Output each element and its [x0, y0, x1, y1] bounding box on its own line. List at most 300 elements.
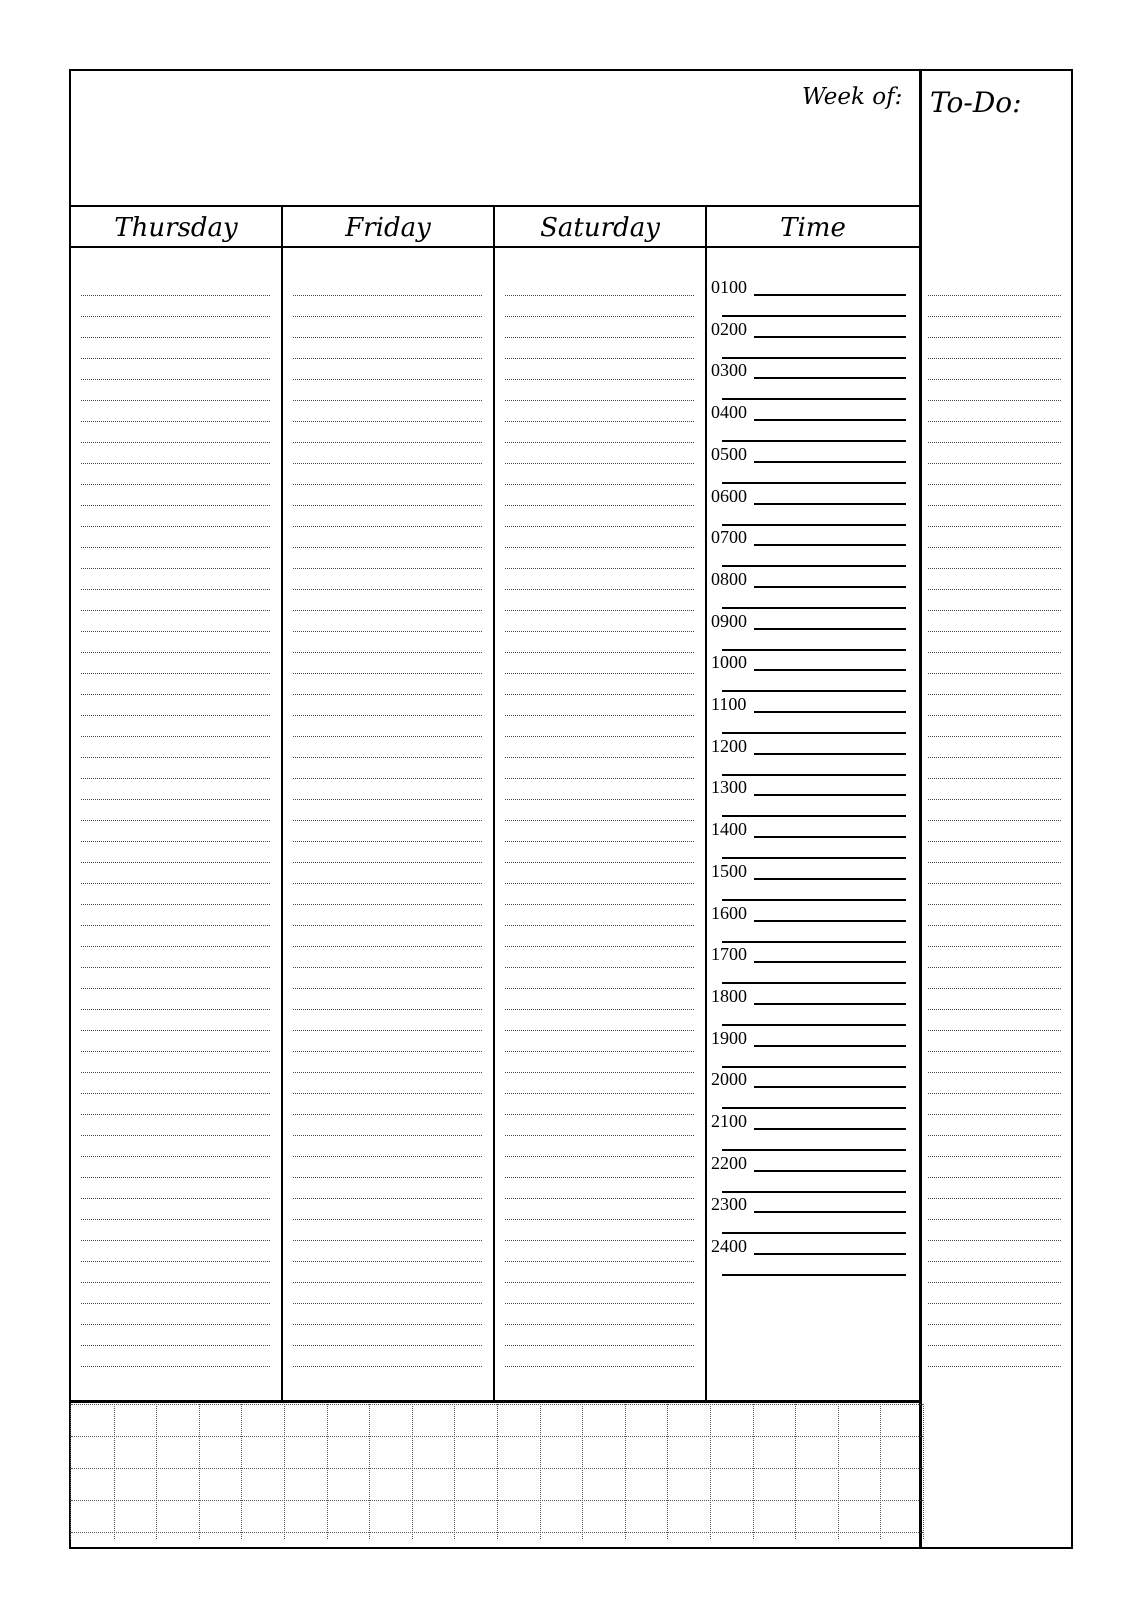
writing-line-thursday[interactable] — [81, 883, 270, 884]
writing-line-saturday[interactable] — [505, 883, 694, 884]
writing-line-todo[interactable] — [928, 883, 1061, 884]
writing-line-thursday[interactable] — [81, 736, 270, 737]
writing-line-friday[interactable] — [293, 1093, 482, 1094]
writing-line-todo[interactable] — [928, 778, 1061, 779]
writing-line-todo[interactable] — [928, 1030, 1061, 1031]
writing-line-thursday[interactable] — [81, 1156, 270, 1157]
grid-column-line — [497, 1404, 498, 1539]
column-divider-2 — [493, 207, 495, 1402]
writing-line-todo[interactable] — [928, 1093, 1061, 1094]
time-slot-subline[interactable] — [722, 1107, 906, 1109]
writing-line-saturday[interactable] — [505, 799, 694, 800]
grid-row-line — [71, 1468, 923, 1469]
writing-line-todo[interactable] — [928, 337, 1061, 338]
writing-line-saturday[interactable] — [505, 1114, 694, 1115]
todo-label: To-Do: — [930, 86, 1022, 119]
writing-line-friday[interactable] — [293, 1240, 482, 1241]
writing-line-thursday[interactable] — [81, 295, 270, 296]
writing-line-friday[interactable] — [293, 379, 482, 380]
writing-line-thursday[interactable] — [81, 1261, 270, 1262]
time-label: 1800 — [711, 985, 747, 1006]
writing-line-todo[interactable] — [928, 421, 1061, 422]
writing-line-saturday[interactable] — [505, 379, 694, 380]
writing-line-todo[interactable] — [928, 547, 1061, 548]
time-slot-subline[interactable] — [722, 899, 906, 901]
time-label: 2000 — [711, 1069, 747, 1090]
writing-line-thursday[interactable] — [81, 526, 270, 527]
grid-column-line — [710, 1404, 711, 1539]
time-slot-subline[interactable] — [722, 1066, 906, 1068]
time-slot-line[interactable] — [754, 1211, 906, 1213]
time-slot-subline[interactable] — [722, 1149, 906, 1151]
writing-line-thursday[interactable] — [81, 631, 270, 632]
writing-line-saturday[interactable] — [505, 1072, 694, 1073]
time-slot-line[interactable] — [754, 753, 906, 755]
time-label: 1300 — [711, 777, 747, 798]
writing-line-saturday[interactable] — [505, 1156, 694, 1157]
time-slot-subline[interactable] — [722, 357, 906, 359]
notes-grid[interactable] — [70, 1404, 923, 1539]
time-label: 1600 — [711, 902, 747, 923]
writing-line-saturday[interactable] — [505, 1261, 694, 1262]
writing-line-thursday[interactable] — [81, 757, 270, 758]
writing-line-thursday[interactable] — [81, 337, 270, 338]
writing-line-saturday[interactable] — [505, 1093, 694, 1094]
writing-line-friday[interactable] — [293, 820, 482, 821]
writing-line-todo[interactable] — [928, 568, 1061, 569]
writing-line-friday[interactable] — [293, 1072, 482, 1073]
writing-line-friday[interactable] — [293, 1261, 482, 1262]
grid-column-line — [454, 1404, 455, 1539]
writing-line-friday[interactable] — [293, 904, 482, 905]
writing-line-thursday[interactable] — [81, 841, 270, 842]
writing-line-todo[interactable] — [928, 1282, 1061, 1283]
writing-line-todo[interactable] — [928, 736, 1061, 737]
time-slot-line[interactable] — [754, 711, 906, 713]
writing-line-saturday[interactable] — [505, 778, 694, 779]
time-slot-line[interactable] — [754, 1003, 906, 1005]
writing-line-todo[interactable] — [928, 1051, 1061, 1052]
writing-line-friday[interactable] — [293, 1198, 482, 1199]
writing-line-thursday[interactable] — [81, 673, 270, 674]
writing-line-todo[interactable] — [928, 1366, 1061, 1367]
writing-line-thursday[interactable] — [81, 1282, 270, 1283]
writing-line-saturday[interactable] — [505, 925, 694, 926]
writing-line-saturday[interactable] — [505, 757, 694, 758]
writing-line-thursday[interactable] — [81, 547, 270, 548]
writing-line-saturday[interactable] — [505, 442, 694, 443]
writing-line-saturday[interactable] — [505, 673, 694, 674]
writing-line-saturday[interactable] — [505, 862, 694, 863]
time-slot-line[interactable] — [754, 961, 906, 963]
grid-column-line — [156, 1404, 157, 1539]
writing-line-saturday[interactable] — [505, 1303, 694, 1304]
writing-line-friday[interactable] — [293, 337, 482, 338]
time-slot-subline[interactable] — [722, 1232, 906, 1234]
time-slot-subline[interactable] — [722, 774, 906, 776]
grid-column-line — [795, 1404, 796, 1539]
writing-line-todo[interactable] — [928, 946, 1061, 947]
grid-column-line — [880, 1404, 881, 1539]
writing-line-friday[interactable] — [293, 1303, 482, 1304]
writing-line-friday[interactable] — [293, 526, 482, 527]
writing-line-saturday[interactable] — [505, 652, 694, 653]
writing-line-todo[interactable] — [928, 925, 1061, 926]
writing-line-thursday[interactable] — [81, 1219, 270, 1220]
writing-line-thursday[interactable] — [81, 820, 270, 821]
time-slot-subline[interactable] — [722, 315, 906, 317]
writing-line-todo[interactable] — [928, 757, 1061, 758]
time-slot-subline[interactable] — [722, 565, 906, 567]
writing-line-todo[interactable] — [928, 1177, 1061, 1178]
writing-line-friday[interactable] — [293, 610, 482, 611]
writing-line-thursday[interactable] — [81, 652, 270, 653]
time-label: 1100 — [711, 694, 747, 714]
writing-line-thursday[interactable] — [81, 358, 270, 359]
grid-row-line — [71, 1532, 923, 1533]
writing-line-friday[interactable] — [293, 799, 482, 800]
writing-line-saturday[interactable] — [505, 526, 694, 527]
time-slot-subline[interactable] — [722, 690, 906, 692]
writing-line-todo[interactable] — [928, 694, 1061, 695]
grid-column-line — [923, 1404, 924, 1539]
writing-line-friday[interactable] — [293, 1030, 482, 1031]
writing-line-friday[interactable] — [293, 862, 482, 863]
time-slot-line[interactable] — [754, 461, 906, 463]
writing-line-todo[interactable] — [928, 841, 1061, 842]
writing-line-friday[interactable] — [293, 925, 482, 926]
planner-frame — [69, 69, 1073, 1549]
writing-line-saturday[interactable] — [505, 568, 694, 569]
writing-line-saturday[interactable] — [505, 736, 694, 737]
writing-line-saturday[interactable] — [505, 1051, 694, 1052]
writing-line-saturday[interactable] — [505, 1219, 694, 1220]
writing-line-todo[interactable] — [928, 1114, 1061, 1115]
writing-line-friday[interactable] — [293, 1219, 482, 1220]
grid-column-line — [114, 1404, 115, 1539]
writing-line-friday[interactable] — [293, 421, 482, 422]
grid-column-line — [199, 1404, 200, 1539]
writing-line-saturday[interactable] — [505, 1282, 694, 1283]
writing-line-thursday[interactable] — [81, 1324, 270, 1325]
writing-line-thursday[interactable] — [81, 421, 270, 422]
writing-line-thursday[interactable] — [81, 1366, 270, 1367]
time-slot-subline[interactable] — [722, 524, 906, 526]
writing-line-thursday[interactable] — [81, 442, 270, 443]
writing-line-saturday[interactable] — [505, 505, 694, 506]
time-label: 0200 — [711, 318, 747, 339]
writing-line-saturday[interactable] — [505, 715, 694, 716]
writing-line-thursday[interactable] — [81, 988, 270, 989]
writing-line-thursday[interactable] — [81, 1303, 270, 1304]
writing-line-todo[interactable] — [928, 610, 1061, 611]
time-label: 0100 — [711, 277, 747, 297]
time-slot-line[interactable] — [754, 503, 906, 505]
writing-line-todo[interactable] — [928, 1324, 1061, 1325]
writing-line-thursday[interactable] — [81, 1198, 270, 1199]
writing-line-todo[interactable] — [928, 526, 1061, 527]
writing-line-friday[interactable] — [293, 694, 482, 695]
writing-line-saturday[interactable] — [505, 988, 694, 989]
writing-line-thursday[interactable] — [81, 715, 270, 716]
time-slot-subline[interactable] — [722, 440, 906, 442]
time-slot-subline[interactable] — [722, 857, 906, 859]
writing-line-thursday[interactable] — [81, 904, 270, 905]
writing-line-friday[interactable] — [293, 463, 482, 464]
writing-line-todo[interactable] — [928, 904, 1061, 905]
grid-row-line — [71, 1500, 923, 1501]
writing-line-friday[interactable] — [293, 841, 482, 842]
time-slot-line[interactable] — [754, 336, 906, 338]
writing-line-thursday[interactable] — [81, 925, 270, 926]
writing-line-saturday[interactable] — [505, 358, 694, 359]
time-label: 1000 — [711, 652, 747, 673]
writing-line-todo[interactable] — [928, 1261, 1061, 1262]
time-slot-subline[interactable] — [722, 1274, 906, 1276]
writing-line-saturday[interactable] — [505, 547, 694, 548]
writing-line-saturday[interactable] — [505, 1198, 694, 1199]
writing-line-friday[interactable] — [293, 631, 482, 632]
writing-line-friday[interactable] — [293, 547, 482, 548]
time-label: 0400 — [711, 402, 747, 423]
grid-column-line — [241, 1404, 242, 1539]
writing-line-friday[interactable] — [293, 1009, 482, 1010]
time-slot-line[interactable] — [754, 544, 906, 546]
time-slot-line[interactable] — [754, 836, 906, 838]
grid-column-line — [582, 1404, 583, 1539]
writing-line-friday[interactable] — [293, 1114, 482, 1115]
writing-line-friday[interactable] — [293, 715, 482, 716]
writing-line-thursday[interactable] — [81, 1240, 270, 1241]
time-slot-line[interactable] — [754, 628, 906, 630]
time-slot-subline[interactable] — [722, 607, 906, 609]
writing-line-todo[interactable] — [928, 1303, 1061, 1304]
writing-line-thursday[interactable] — [81, 379, 270, 380]
writing-line-friday[interactable] — [293, 316, 482, 317]
time-label: 0500 — [711, 443, 747, 464]
writing-line-friday[interactable] — [293, 1345, 482, 1346]
column-heading-saturday: Saturday — [540, 213, 660, 243]
writing-line-friday[interactable] — [293, 1156, 482, 1157]
writing-line-todo[interactable] — [928, 442, 1061, 443]
writing-line-friday[interactable] — [293, 1282, 482, 1283]
writing-line-todo[interactable] — [928, 295, 1061, 296]
writing-line-friday[interactable] — [293, 883, 482, 884]
writing-line-todo[interactable] — [928, 1072, 1061, 1073]
writing-line-todo[interactable] — [928, 589, 1061, 590]
writing-line-thursday[interactable] — [81, 1072, 270, 1073]
writing-line-thursday[interactable] — [81, 799, 270, 800]
writing-line-todo[interactable] — [928, 631, 1061, 632]
time-slot-line[interactable] — [754, 586, 906, 588]
week-of-label: Week of: — [802, 84, 903, 110]
writing-line-friday[interactable] — [293, 673, 482, 674]
writing-line-friday[interactable] — [293, 757, 482, 758]
writing-line-thursday[interactable] — [81, 1030, 270, 1031]
writing-line-friday[interactable] — [293, 484, 482, 485]
writing-line-saturday[interactable] — [505, 1345, 694, 1346]
writing-line-todo[interactable] — [928, 862, 1061, 863]
writing-line-saturday[interactable] — [505, 295, 694, 296]
writing-line-saturday[interactable] — [505, 400, 694, 401]
time-slot-line[interactable] — [754, 1128, 906, 1130]
writing-line-saturday[interactable] — [505, 904, 694, 905]
time-slot-subline[interactable] — [722, 482, 906, 484]
grid-column-line — [753, 1404, 754, 1539]
time-slot-subline[interactable] — [722, 649, 906, 651]
writing-line-saturday[interactable] — [505, 1366, 694, 1367]
time-slot-line[interactable] — [754, 878, 906, 880]
writing-line-todo[interactable] — [928, 1198, 1061, 1199]
time-slot-line[interactable] — [754, 920, 906, 922]
writing-line-thursday[interactable] — [81, 1135, 270, 1136]
writing-line-todo[interactable] — [928, 1135, 1061, 1136]
writing-line-saturday[interactable] — [505, 589, 694, 590]
writing-line-saturday[interactable] — [505, 610, 694, 611]
writing-line-saturday[interactable] — [505, 421, 694, 422]
writing-line-todo[interactable] — [928, 799, 1061, 800]
writing-line-saturday[interactable] — [505, 694, 694, 695]
grid-row-line — [71, 1436, 923, 1437]
writing-line-todo[interactable] — [928, 358, 1061, 359]
grid-column-line — [412, 1404, 413, 1539]
writing-line-friday[interactable] — [293, 358, 482, 359]
writing-line-saturday[interactable] — [505, 316, 694, 317]
writing-line-friday[interactable] — [293, 778, 482, 779]
writing-line-friday[interactable] — [293, 295, 482, 296]
writing-line-saturday[interactable] — [505, 1135, 694, 1136]
writing-line-todo[interactable] — [928, 463, 1061, 464]
writing-line-saturday[interactable] — [505, 484, 694, 485]
time-slot-subline[interactable] — [722, 1024, 906, 1026]
time-slot-subline[interactable] — [722, 398, 906, 400]
time-slot-line[interactable] — [754, 1170, 906, 1172]
grid-column-line — [369, 1404, 370, 1539]
writing-line-thursday[interactable] — [81, 400, 270, 401]
time-slot-line[interactable] — [754, 794, 906, 796]
writing-line-saturday[interactable] — [505, 337, 694, 338]
time-slot-line[interactable] — [754, 377, 906, 379]
writing-line-friday[interactable] — [293, 400, 482, 401]
writing-line-thursday[interactable] — [81, 1345, 270, 1346]
writing-line-saturday[interactable] — [505, 1240, 694, 1241]
writing-line-friday[interactable] — [293, 652, 482, 653]
writing-line-thursday[interactable] — [81, 694, 270, 695]
time-label: 2300 — [711, 1194, 747, 1215]
writing-line-thursday[interactable] — [81, 1093, 270, 1094]
time-slot-subline[interactable] — [722, 732, 906, 734]
writing-line-friday[interactable] — [293, 988, 482, 989]
grid-column-line — [327, 1404, 328, 1539]
writing-line-todo[interactable] — [928, 967, 1061, 968]
writing-line-todo[interactable] — [928, 988, 1061, 989]
time-slot-subline[interactable] — [722, 815, 906, 817]
writing-line-saturday[interactable] — [505, 1009, 694, 1010]
writing-line-saturday[interactable] — [505, 820, 694, 821]
writing-line-todo[interactable] — [928, 652, 1061, 653]
writing-line-todo[interactable] — [928, 1345, 1061, 1346]
grid-row-line — [71, 1404, 923, 1405]
writing-line-thursday[interactable] — [81, 967, 270, 968]
time-slot-subline[interactable] — [722, 1191, 906, 1193]
writing-line-todo[interactable] — [928, 1240, 1061, 1241]
time-slot-line[interactable] — [754, 1086, 906, 1088]
writing-line-friday[interactable] — [293, 946, 482, 947]
writing-line-thursday[interactable] — [81, 946, 270, 947]
writing-line-saturday[interactable] — [505, 463, 694, 464]
writing-line-friday[interactable] — [293, 967, 482, 968]
writing-line-todo[interactable] — [928, 400, 1061, 401]
time-label: 1200 — [711, 735, 747, 756]
writing-line-todo[interactable] — [928, 316, 1061, 317]
writing-line-todo[interactable] — [928, 484, 1061, 485]
time-label: 0800 — [711, 568, 747, 589]
writing-line-friday[interactable] — [293, 1324, 482, 1325]
writing-line-friday[interactable] — [293, 505, 482, 506]
writing-line-friday[interactable] — [293, 1135, 482, 1136]
writing-line-saturday[interactable] — [505, 967, 694, 968]
writing-line-friday[interactable] — [293, 736, 482, 737]
writing-line-thursday[interactable] — [81, 862, 270, 863]
writing-line-friday[interactable] — [293, 589, 482, 590]
time-slot-line[interactable] — [754, 1045, 906, 1047]
writing-line-thursday[interactable] — [81, 589, 270, 590]
writing-line-friday[interactable] — [293, 442, 482, 443]
writing-line-thursday[interactable] — [81, 610, 270, 611]
time-label: 1900 — [711, 1027, 747, 1048]
writing-line-friday[interactable] — [293, 1366, 482, 1367]
writing-line-thursday[interactable] — [81, 505, 270, 506]
writing-line-todo[interactable] — [928, 1219, 1061, 1220]
time-slot-line[interactable] — [754, 294, 906, 296]
writing-line-thursday[interactable] — [81, 1009, 270, 1010]
grid-column-line — [284, 1404, 285, 1539]
time-slot-subline[interactable] — [722, 941, 906, 943]
writing-line-thursday[interactable] — [81, 1051, 270, 1052]
writing-line-thursday[interactable] — [81, 568, 270, 569]
time-label: 1500 — [711, 860, 747, 881]
writing-line-thursday[interactable] — [81, 463, 270, 464]
writing-line-todo[interactable] — [928, 505, 1061, 506]
time-slot-subline[interactable] — [722, 982, 906, 984]
writing-line-friday[interactable] — [293, 1177, 482, 1178]
writing-line-thursday[interactable] — [81, 1114, 270, 1115]
writing-line-todo[interactable] — [928, 820, 1061, 821]
column-divider-1 — [281, 207, 283, 1402]
writing-line-saturday[interactable] — [505, 1324, 694, 1325]
writing-line-thursday[interactable] — [81, 316, 270, 317]
writing-line-friday[interactable] — [293, 568, 482, 569]
writing-line-todo[interactable] — [928, 1156, 1061, 1157]
writing-line-thursday[interactable] — [81, 778, 270, 779]
writing-line-todo[interactable] — [928, 673, 1061, 674]
writing-line-thursday[interactable] — [81, 484, 270, 485]
time-slot-line[interactable] — [754, 419, 906, 421]
writing-line-todo[interactable] — [928, 1009, 1061, 1010]
writing-line-friday[interactable] — [293, 1051, 482, 1052]
writing-line-saturday[interactable] — [505, 946, 694, 947]
writing-line-saturday[interactable] — [505, 631, 694, 632]
time-slot-line[interactable] — [754, 669, 906, 671]
time-slot-line[interactable] — [754, 1253, 906, 1255]
writing-line-thursday[interactable] — [81, 1177, 270, 1178]
time-label: 1700 — [711, 944, 747, 965]
writing-line-saturday[interactable] — [505, 1177, 694, 1178]
writing-line-todo[interactable] — [928, 715, 1061, 716]
writing-line-saturday[interactable] — [505, 841, 694, 842]
writing-line-todo[interactable] — [928, 379, 1061, 380]
writing-line-saturday[interactable] — [505, 1030, 694, 1031]
